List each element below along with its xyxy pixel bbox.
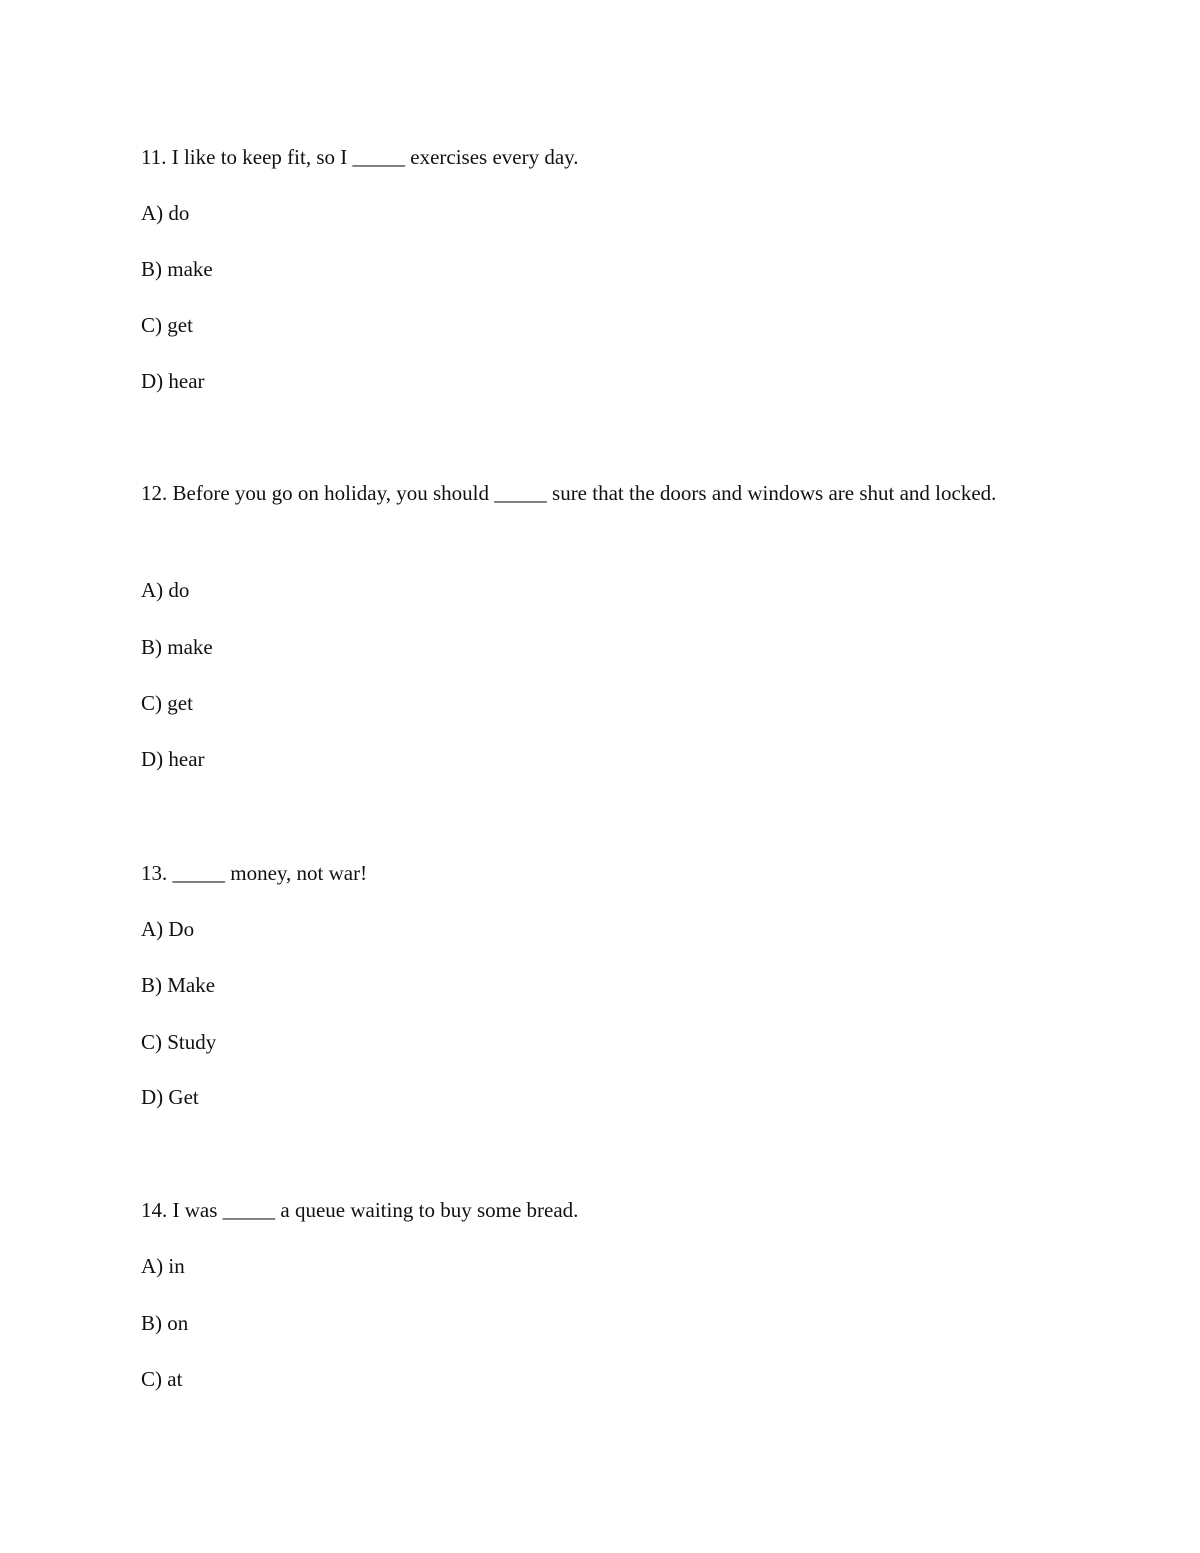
question-11-option-b: B) make — [141, 257, 213, 281]
question-14-option-b: B) on — [141, 1311, 189, 1335]
question-13-option-b: B) Make — [141, 973, 216, 997]
question-12-option-d: D) hear — [141, 747, 205, 771]
question-11-stem: 11. I like to keep fit, so I _____ exercises every day. — [141, 145, 579, 169]
question-12-option-a: A) do — [141, 578, 190, 602]
question-11-option-c: C) get — [141, 313, 193, 337]
question-13-option-c: C) Study — [141, 1030, 217, 1054]
question-13-option-a: A) Do — [141, 917, 195, 941]
question-12-stem: 12. Before you go on holiday, you should _____ sure that the doors and windows are shut and locked. — [141, 481, 997, 505]
question-14-stem: 14. I was _____ a queue waiting to buy some bread. — [141, 1198, 579, 1222]
question-12-option-b: B) make — [141, 635, 213, 659]
question-11-option-a: A) do — [141, 201, 190, 225]
question-13-stem: 13. _____ money, not war! — [141, 861, 368, 885]
question-14-option-a: A) in — [141, 1254, 185, 1278]
question-13-option-d: D) Get — [141, 1085, 199, 1109]
question-14-option-c: C) at — [141, 1367, 183, 1391]
question-12-option-c: C) get — [141, 691, 193, 715]
question-11-option-d: D) hear — [141, 369, 205, 393]
